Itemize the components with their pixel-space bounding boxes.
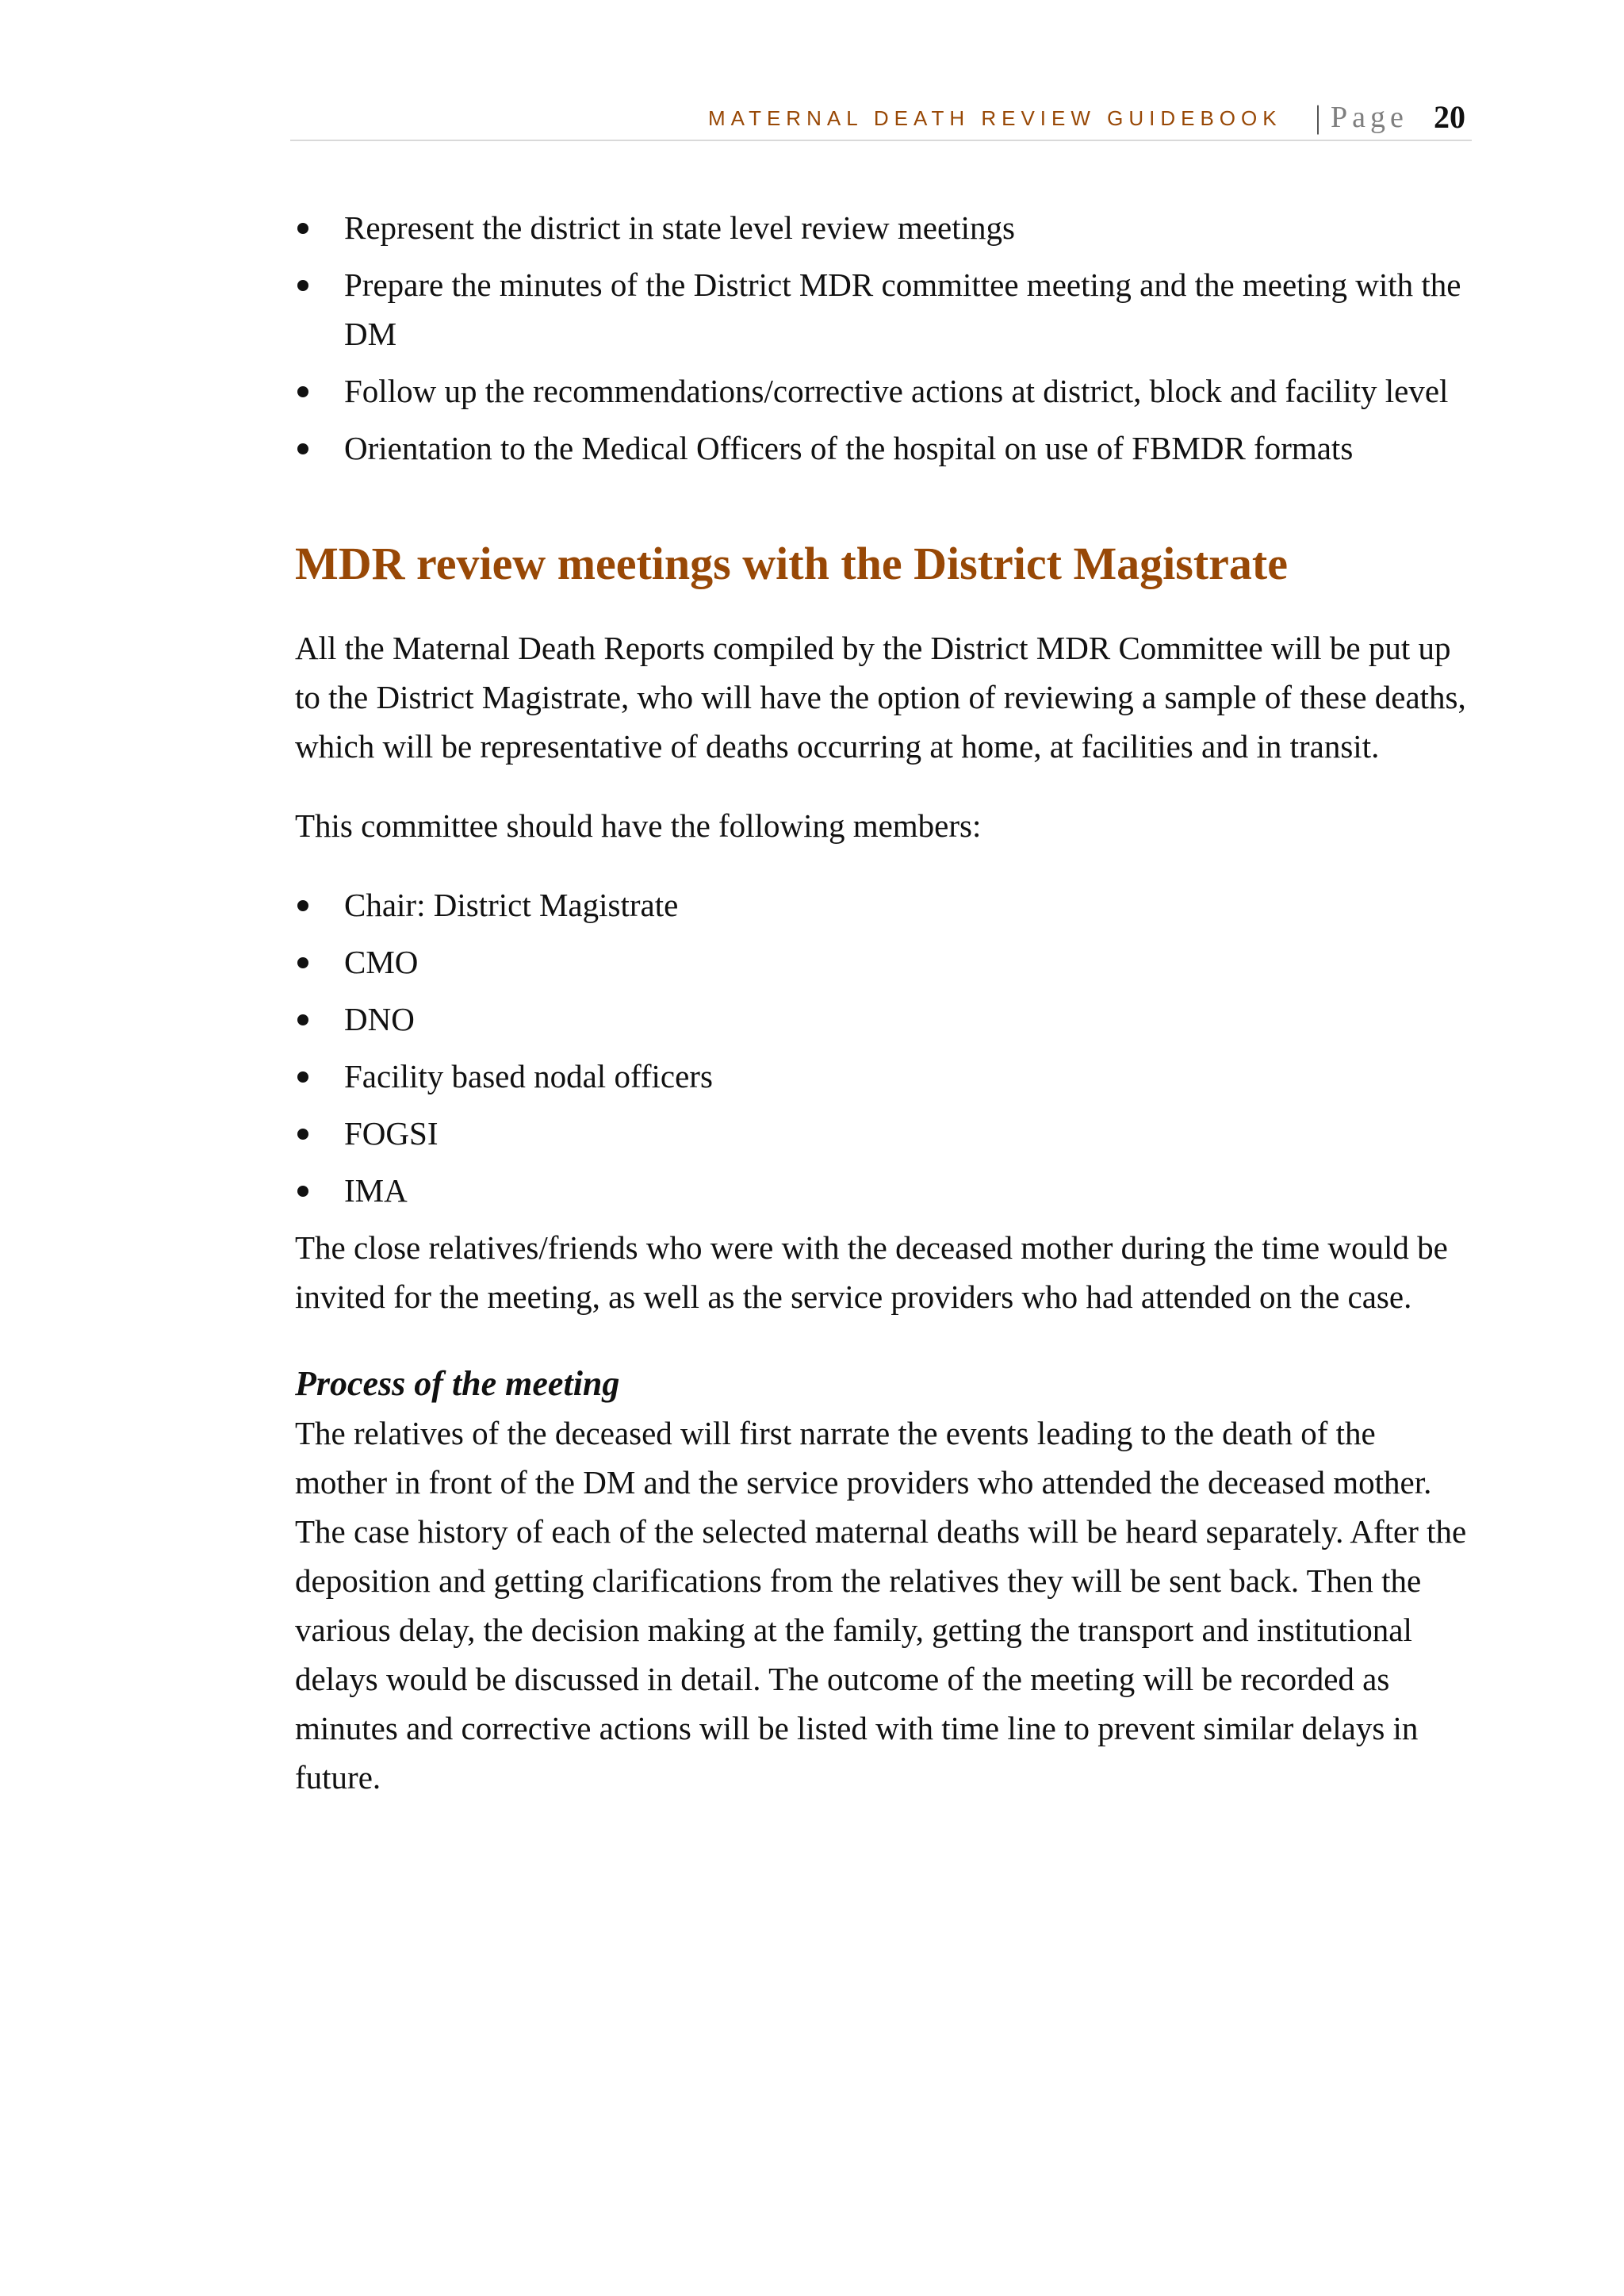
paragraph-reports: All the Maternal Death Reports compiled by the District MDR Committee will be put up to the District Magistrate, who will have the option of reviewing a sample of these deaths, which will be representative of deaths occurring at home, at facilities and in transit. bbox=[295, 630, 1466, 765]
list-item: Chair: District Magistrate bbox=[295, 880, 1469, 930]
header-title: MATERNAL DEATH REVIEW GUIDEBOOK bbox=[708, 106, 1282, 130]
header-page-number: 20 bbox=[1434, 99, 1465, 135]
list-item: Follow up the recommendations/corrective actions at district, block and facility level bbox=[295, 366, 1469, 416]
section-heading: MDR review meetings with the District Magistrate bbox=[295, 538, 1288, 589]
list-item: FOGSI bbox=[295, 1109, 1469, 1158]
paragraph-members-intro: This committee should have the following members: bbox=[295, 807, 982, 844]
sub-heading-process: Process of the meeting bbox=[295, 1364, 620, 1403]
list-item: CMO bbox=[295, 937, 1469, 987]
document-body bbox=[295, 203, 1469, 1802]
intro-bullet-list bbox=[295, 203, 1469, 473]
paragraph-relatives: The close relatives/friends who were with the deceased mother during the time would be invited for the meeting, as well as the service providers who had attended on the case. bbox=[295, 1229, 1448, 1315]
header-page-label: Page bbox=[1331, 101, 1408, 134]
list-item: Prepare the minutes of the District MDR committee meeting and the meeting with the DM bbox=[295, 260, 1469, 358]
list-item: IMA bbox=[295, 1166, 1469, 1215]
list-item: Facility based nodal officers bbox=[295, 1052, 1469, 1101]
paragraph-process: The relatives of the deceased will first narrate the events leading to the death of the mother in front of the DM and the service providers who attended the deceased mother. The case history of each of the selected maternal deaths will be heard separately. After the deposition and getting clarifications from the relatives they will be sent back. Then the various delay, the decision making at the family, getting the transport and institutional delays would be discussed in detail. The outcome of the meeting will be recorded as minutes and corrective actions will be listed with time line to prevent similar delays in future. bbox=[295, 1415, 1467, 1796]
page-header bbox=[290, 98, 1472, 141]
members-list bbox=[295, 880, 1469, 1215]
list-item: Represent the district in state level review meetings bbox=[295, 203, 1469, 252]
list-item: Orientation to the Medical Officers of the hospital on use of FBMDR formats bbox=[295, 424, 1469, 473]
list-item: DNO bbox=[295, 995, 1469, 1044]
header-separator: | bbox=[1315, 99, 1322, 135]
